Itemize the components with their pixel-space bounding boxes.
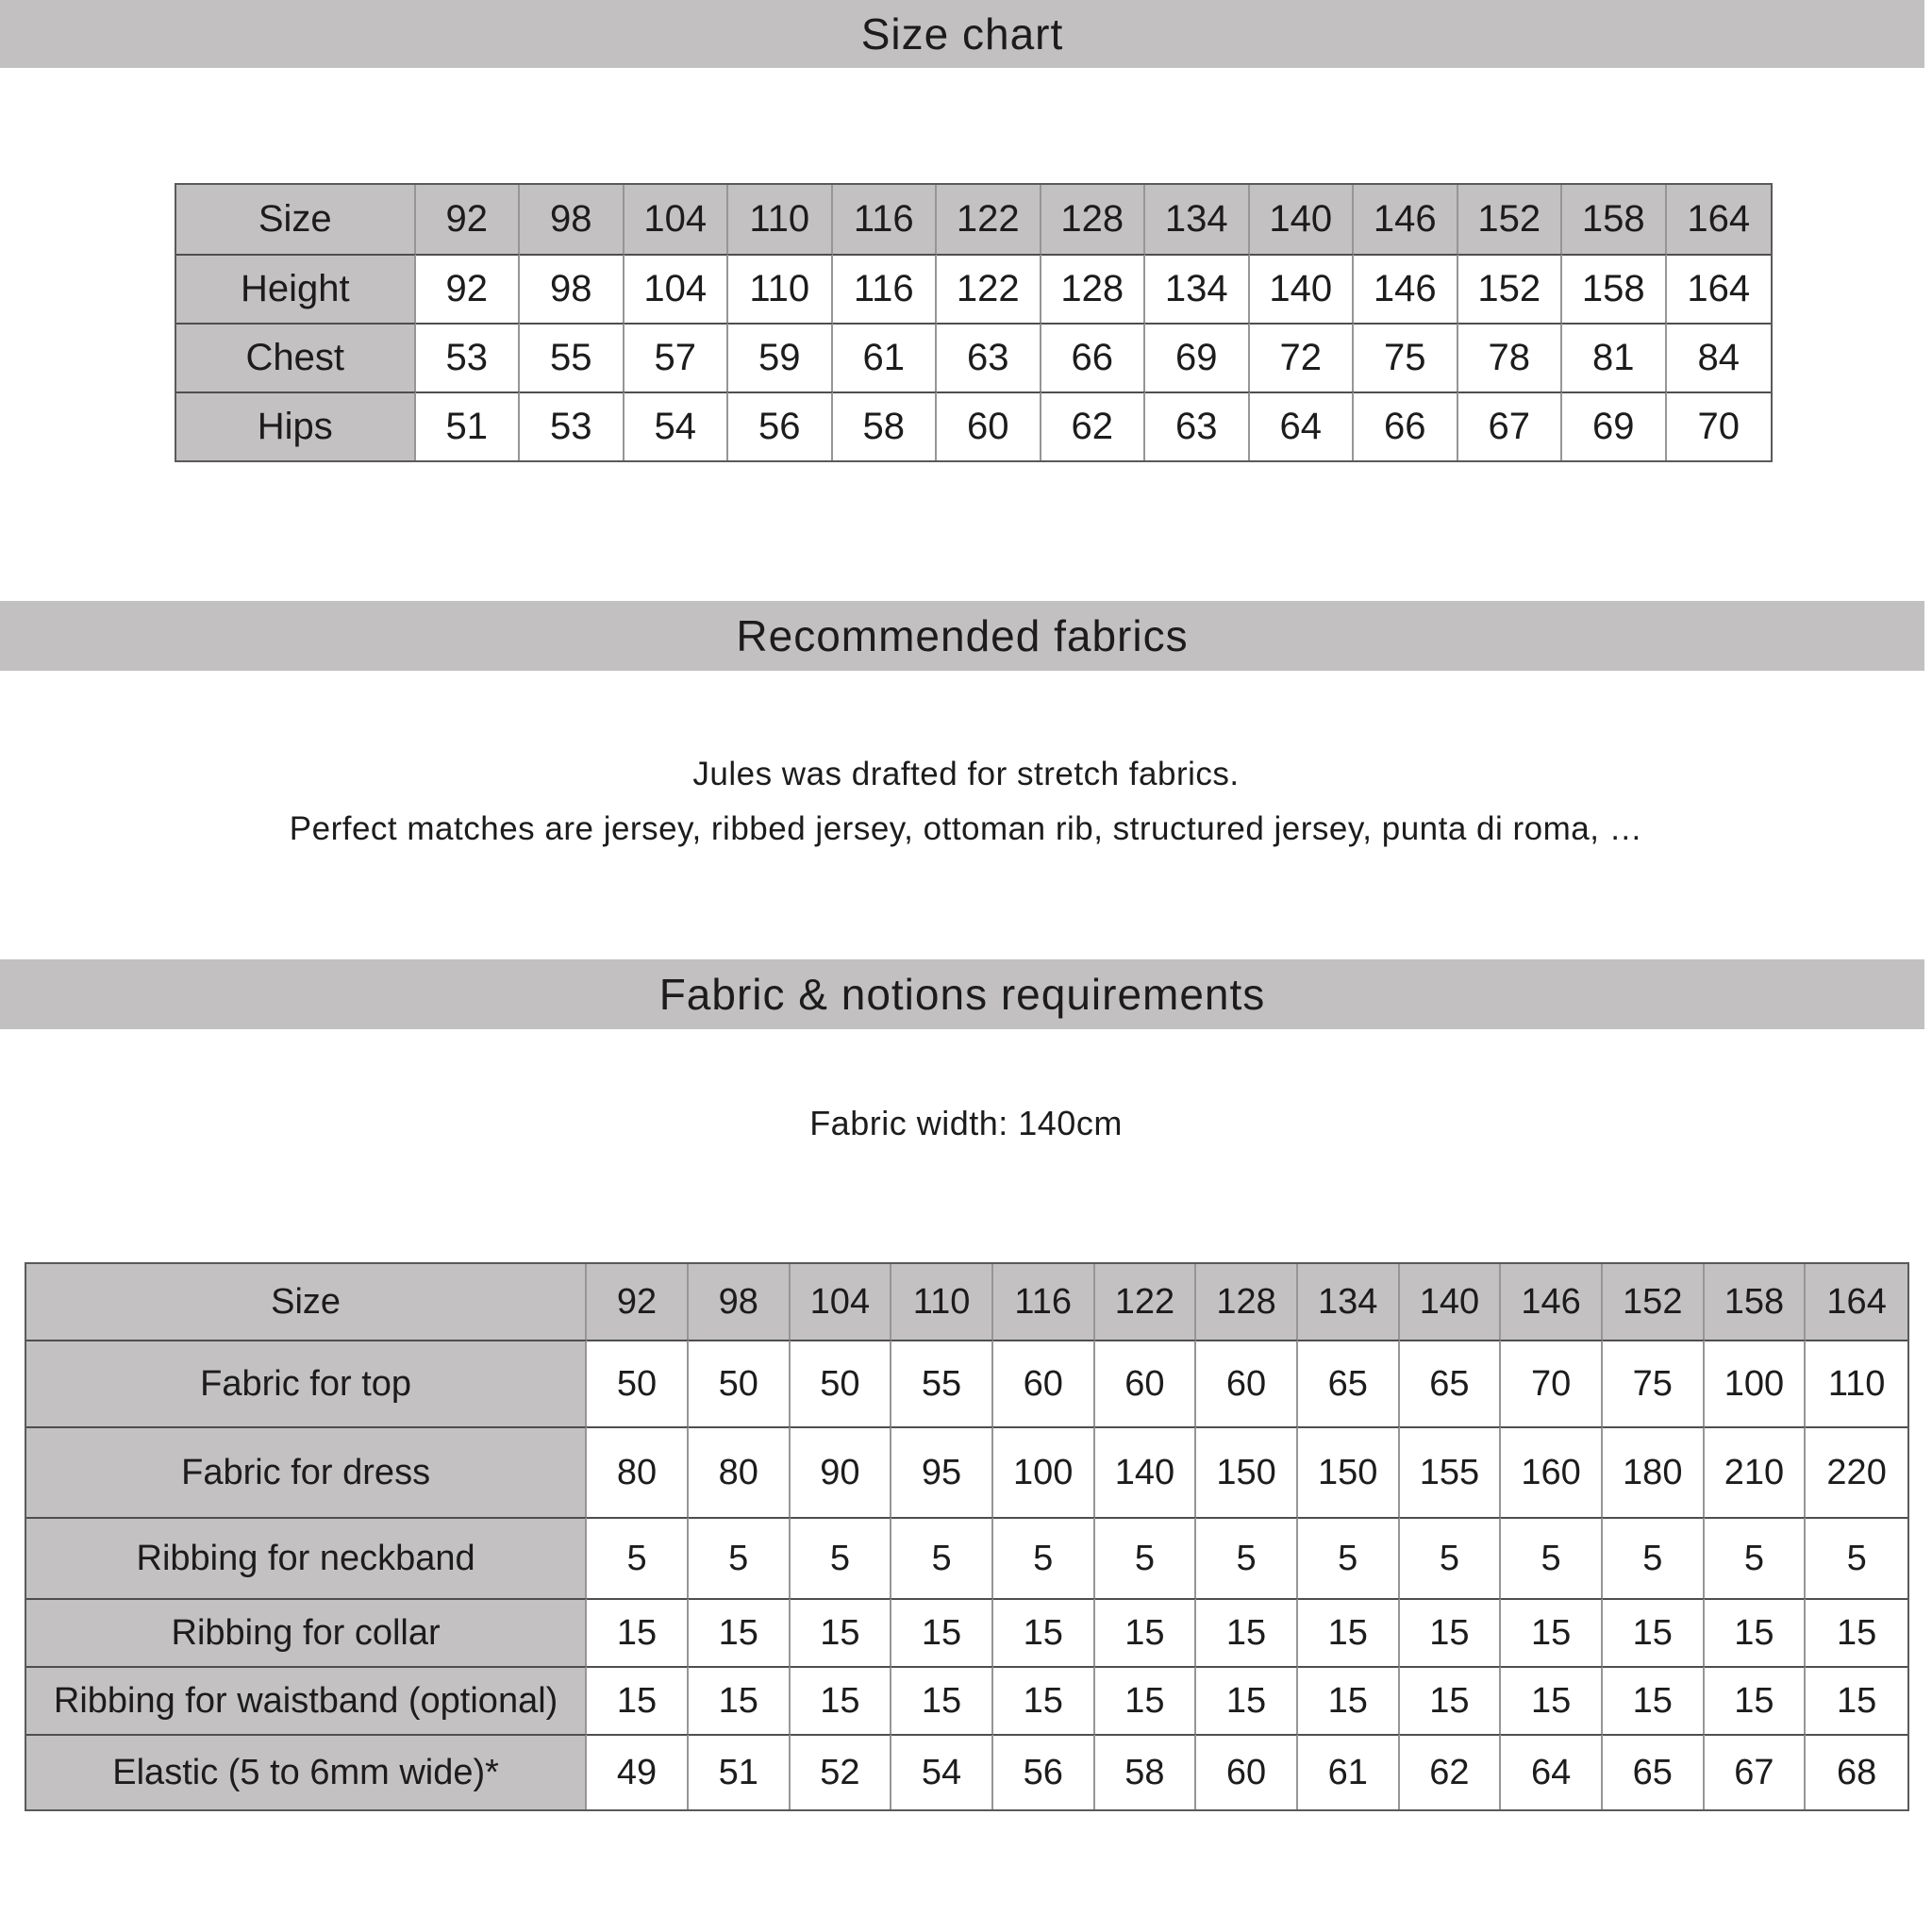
value-cell: 61 <box>833 323 938 391</box>
header-row <box>26 1264 1907 1340</box>
value-cell: 62 <box>1041 391 1146 460</box>
value-cell: 180 <box>1603 1426 1705 1517</box>
value-cell: 69 <box>1145 323 1250 391</box>
value-cell: 152 <box>1458 254 1563 323</box>
row-label-cell: Fabric for top <box>26 1340 587 1426</box>
size-header-cell: 98 <box>689 1264 791 1340</box>
value-cell: 5 <box>791 1517 892 1598</box>
value-cell: 140 <box>1095 1426 1197 1517</box>
table-row <box>26 1340 1907 1426</box>
value-cell: 15 <box>1603 1598 1705 1666</box>
value-cell: 63 <box>1145 391 1250 460</box>
value-cell: 15 <box>1603 1666 1705 1734</box>
value-cell: 158 <box>1562 254 1667 323</box>
value-cell: 5 <box>993 1517 1095 1598</box>
value-cell: 15 <box>1095 1666 1197 1734</box>
table-row <box>26 1598 1907 1666</box>
value-cell: 54 <box>891 1734 993 1809</box>
size-header-cell: 116 <box>833 185 938 254</box>
value-cell: 150 <box>1298 1426 1400 1517</box>
requirements-table <box>25 1262 1909 1811</box>
value-cell: 65 <box>1400 1340 1502 1426</box>
value-cell: 84 <box>1667 323 1772 391</box>
value-cell: 55 <box>891 1340 993 1426</box>
value-cell: 5 <box>1603 1517 1705 1598</box>
value-cell: 50 <box>791 1340 892 1426</box>
value-cell: 65 <box>1603 1734 1705 1809</box>
value-cell: 60 <box>993 1340 1095 1426</box>
recommended-fabrics-line-1: Jules was drafted for stretch fabrics. <box>692 756 1240 792</box>
value-cell: 15 <box>1705 1666 1807 1734</box>
row-label-cell: Chest <box>176 323 416 391</box>
value-cell: 57 <box>625 323 729 391</box>
value-cell: 15 <box>1806 1666 1907 1734</box>
value-cell: 51 <box>416 391 521 460</box>
size-header-cell: 122 <box>1095 1264 1197 1340</box>
table-row <box>26 1517 1907 1598</box>
value-cell: 80 <box>587 1426 689 1517</box>
size-header-cell: 116 <box>993 1264 1095 1340</box>
value-cell: 164 <box>1667 254 1772 323</box>
value-cell: 66 <box>1041 323 1146 391</box>
value-cell: 128 <box>1041 254 1146 323</box>
value-cell: 67 <box>1458 391 1563 460</box>
value-cell: 66 <box>1354 391 1458 460</box>
value-cell: 50 <box>689 1340 791 1426</box>
header-row <box>176 185 1771 254</box>
requirements-section-header <box>0 959 1924 1029</box>
size-header-cell: 158 <box>1562 185 1667 254</box>
size-chart-section-header <box>0 0 1924 68</box>
value-cell: 5 <box>587 1517 689 1598</box>
row-label-cell: Elastic (5 to 6mm wide)* <box>26 1734 587 1809</box>
size-header-cell: 104 <box>791 1264 892 1340</box>
value-cell: 15 <box>993 1598 1095 1666</box>
value-cell: 92 <box>416 254 521 323</box>
value-cell: 67 <box>1705 1734 1807 1809</box>
value-cell: 65 <box>1298 1340 1400 1426</box>
value-cell: 15 <box>1400 1598 1502 1666</box>
value-cell: 75 <box>1603 1340 1705 1426</box>
value-cell: 15 <box>1298 1598 1400 1666</box>
value-cell: 70 <box>1667 391 1772 460</box>
size-chart-table <box>175 183 1773 462</box>
value-cell: 100 <box>1705 1340 1807 1426</box>
size-header-cell: 92 <box>587 1264 689 1340</box>
requirements-table-grid <box>25 1262 1909 1811</box>
value-cell: 78 <box>1458 323 1563 391</box>
size-header-cell: 110 <box>728 185 833 254</box>
value-cell: 15 <box>587 1598 689 1666</box>
value-cell: 56 <box>993 1734 1095 1809</box>
size-header-cell: 122 <box>937 185 1041 254</box>
size-header-cell: 128 <box>1041 185 1146 254</box>
size-header-cell: 158 <box>1705 1264 1807 1340</box>
value-cell: 15 <box>1400 1666 1502 1734</box>
value-cell: 50 <box>587 1340 689 1426</box>
size-chart-table-grid <box>175 183 1773 462</box>
table-row <box>176 391 1771 460</box>
value-cell: 15 <box>1095 1598 1197 1666</box>
value-cell: 54 <box>625 391 729 460</box>
size-header-cell: 152 <box>1458 185 1563 254</box>
value-cell: 61 <box>1298 1734 1400 1809</box>
value-cell: 70 <box>1501 1340 1603 1426</box>
value-cell: 69 <box>1562 391 1667 460</box>
value-cell: 5 <box>1705 1517 1807 1598</box>
size-header-cell: 140 <box>1250 185 1355 254</box>
value-cell: 5 <box>1400 1517 1502 1598</box>
recommended-fabrics-section-title: Recommended fabrics <box>736 611 1189 660</box>
size-header-cell: 164 <box>1806 1264 1907 1340</box>
value-cell: 5 <box>1501 1517 1603 1598</box>
size-header-cell: 164 <box>1667 185 1772 254</box>
value-cell: 68 <box>1806 1734 1907 1809</box>
size-header-cell: 128 <box>1196 1264 1298 1340</box>
row-label-cell: Ribbing for collar <box>26 1598 587 1666</box>
size-header-cell: 104 <box>625 185 729 254</box>
size-header-cell: 152 <box>1603 1264 1705 1340</box>
table-row <box>176 323 1771 391</box>
value-cell: 64 <box>1250 391 1355 460</box>
table-row <box>26 1734 1907 1809</box>
value-cell: 140 <box>1250 254 1355 323</box>
value-cell: 160 <box>1501 1426 1603 1517</box>
value-cell: 60 <box>1095 1340 1197 1426</box>
size-header-cell: 134 <box>1298 1264 1400 1340</box>
value-cell: 15 <box>891 1666 993 1734</box>
requirements-section-title: Fabric & notions requirements <box>658 970 1266 1019</box>
value-cell: 63 <box>937 323 1041 391</box>
value-cell: 15 <box>791 1666 892 1734</box>
value-cell: 60 <box>1196 1734 1298 1809</box>
value-cell: 95 <box>891 1426 993 1517</box>
size-chart-section-title: Size chart <box>860 9 1064 58</box>
value-cell: 59 <box>728 323 833 391</box>
fabric-width-note: Fabric width: 140cm <box>809 1104 1123 1142</box>
size-header-cell: 92 <box>416 185 521 254</box>
value-cell: 210 <box>1705 1426 1807 1517</box>
size-header-cell: 140 <box>1400 1264 1502 1340</box>
value-cell: 5 <box>1806 1517 1907 1598</box>
value-cell: 146 <box>1354 254 1458 323</box>
size-header-label-cell: Size <box>176 185 416 254</box>
size-header-cell: 98 <box>520 185 625 254</box>
value-cell: 15 <box>891 1598 993 1666</box>
size-header-cell: 134 <box>1145 185 1250 254</box>
value-cell: 49 <box>587 1734 689 1809</box>
value-cell: 122 <box>937 254 1041 323</box>
size-header-cell: 110 <box>891 1264 993 1340</box>
value-cell: 62 <box>1400 1734 1502 1809</box>
value-cell: 53 <box>416 323 521 391</box>
value-cell: 15 <box>1298 1666 1400 1734</box>
value-cell: 15 <box>1705 1598 1807 1666</box>
value-cell: 15 <box>791 1598 892 1666</box>
value-cell: 15 <box>689 1666 791 1734</box>
value-cell: 110 <box>728 254 833 323</box>
recommended-fabrics-section-header <box>0 601 1924 671</box>
value-cell: 155 <box>1400 1426 1502 1517</box>
table-row <box>26 1666 1907 1734</box>
recommended-fabrics-text <box>0 747 1932 857</box>
size-header-label-cell: Size <box>26 1264 587 1340</box>
value-cell: 5 <box>891 1517 993 1598</box>
value-cell: 104 <box>625 254 729 323</box>
value-cell: 55 <box>520 323 625 391</box>
value-cell: 134 <box>1145 254 1250 323</box>
value-cell: 58 <box>1095 1734 1197 1809</box>
value-cell: 15 <box>1196 1666 1298 1734</box>
value-cell: 52 <box>791 1734 892 1809</box>
value-cell: 15 <box>689 1598 791 1666</box>
value-cell: 15 <box>1806 1598 1907 1666</box>
value-cell: 220 <box>1806 1426 1907 1517</box>
value-cell: 64 <box>1501 1734 1603 1809</box>
value-cell: 5 <box>1196 1517 1298 1598</box>
row-label-cell: Ribbing for waistband (optional) <box>26 1666 587 1734</box>
recommended-fabrics-line-2: Perfect matches are jersey, ribbed jersey, ottoman rib, structured jersey, punta di roma, … <box>289 810 1643 847</box>
value-cell: 90 <box>791 1426 892 1517</box>
value-cell: 5 <box>1298 1517 1400 1598</box>
value-cell: 15 <box>1196 1598 1298 1666</box>
value-cell: 60 <box>937 391 1041 460</box>
value-cell: 5 <box>689 1517 791 1598</box>
row-label-cell: Height <box>176 254 416 323</box>
value-cell: 72 <box>1250 323 1355 391</box>
value-cell: 110 <box>1806 1340 1907 1426</box>
value-cell: 60 <box>1196 1340 1298 1426</box>
value-cell: 15 <box>587 1666 689 1734</box>
row-label-cell: Ribbing for neckband <box>26 1517 587 1598</box>
value-cell: 116 <box>833 254 938 323</box>
value-cell: 51 <box>689 1734 791 1809</box>
value-cell: 150 <box>1196 1426 1298 1517</box>
value-cell: 81 <box>1562 323 1667 391</box>
value-cell: 56 <box>728 391 833 460</box>
value-cell: 15 <box>1501 1598 1603 1666</box>
size-header-cell: 146 <box>1501 1264 1603 1340</box>
value-cell: 100 <box>993 1426 1095 1517</box>
value-cell: 15 <box>993 1666 1095 1734</box>
value-cell: 53 <box>520 391 625 460</box>
value-cell: 5 <box>1095 1517 1197 1598</box>
row-label-cell: Fabric for dress <box>26 1426 587 1517</box>
table-row <box>26 1426 1907 1517</box>
row-label-cell: Hips <box>176 391 416 460</box>
value-cell: 58 <box>833 391 938 460</box>
value-cell: 98 <box>520 254 625 323</box>
value-cell: 75 <box>1354 323 1458 391</box>
value-cell: 15 <box>1501 1666 1603 1734</box>
value-cell: 80 <box>689 1426 791 1517</box>
table-row <box>176 254 1771 323</box>
size-header-cell: 146 <box>1354 185 1458 254</box>
